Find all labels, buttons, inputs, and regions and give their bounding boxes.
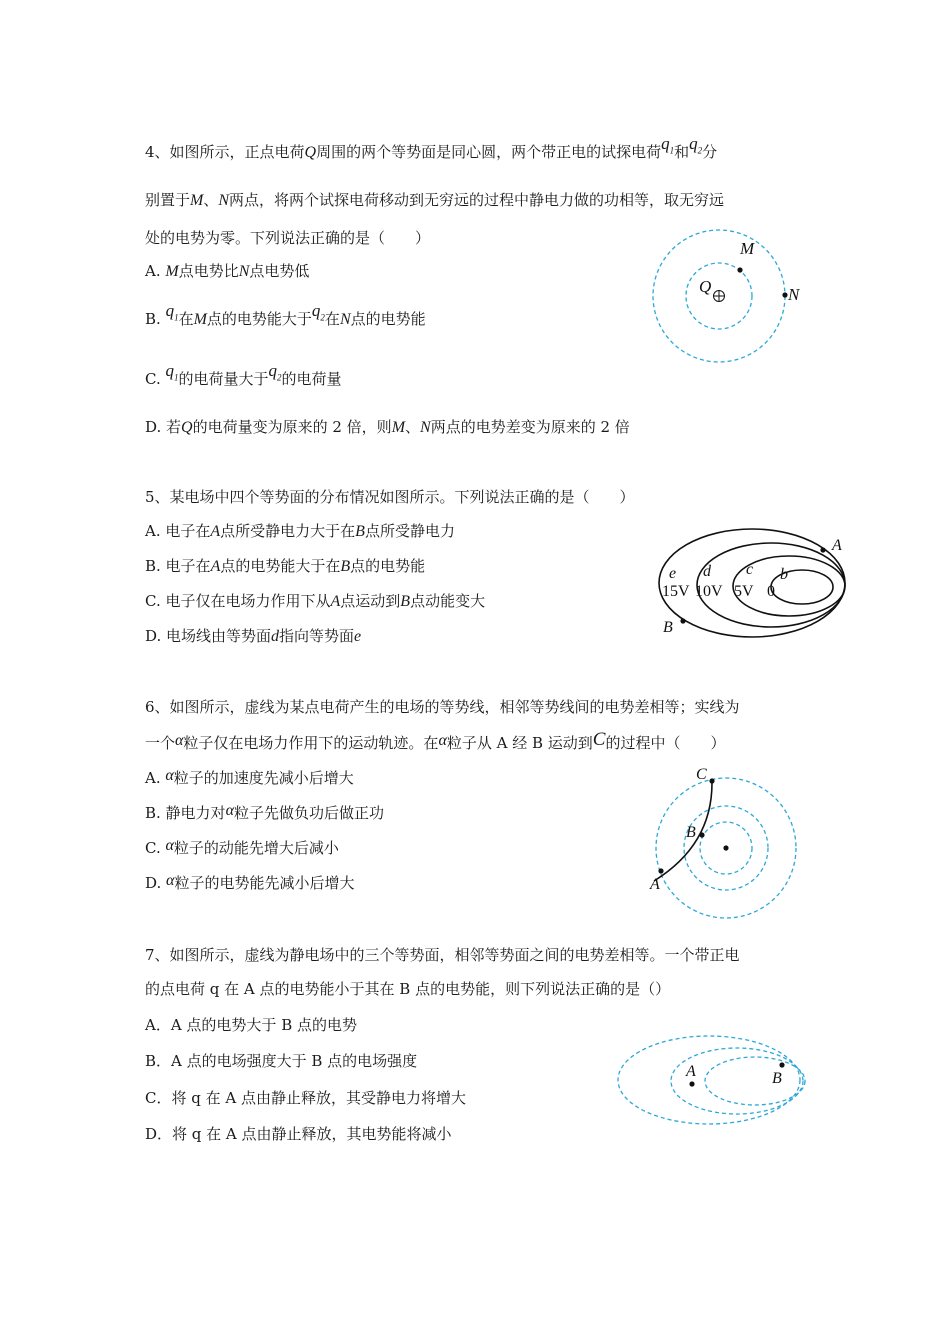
q6-stem-line2: 一个α粒子仅在电场力作用下的运动轨迹。在α粒子从 A 经 B 运动到C的过程中（ ） [145,729,726,752]
q4-stem-line3: 处的电势为零。下列说法正确的是（ ） [145,229,431,247]
positive-charge-icon [714,291,725,302]
q6-figure [640,765,810,925]
q5-option-a[interactable]: A. 电子在A点所受静电力大于在B点所受静电力 [145,522,455,540]
q5-value-15v: 15V [662,583,690,600]
q4-stem-line1: 4、如图所示，正点电荷Q周围的两个等势面是同心圆，两个带正电的试探电荷$q_1$和$q_2$分 [145,134,718,161]
q7-stem-line1: 7、如图所示，虚线为静电场中的三个等势面，相邻等势面之间的电势差相等。一个带正电 [145,946,740,964]
q5-value-5v: 5V [734,583,754,600]
q4-point-n [782,292,787,297]
q5-label-a: A [832,537,842,554]
q4-option-d[interactable]: D. 若Q的电荷量变为原来的 2 倍，则M、N两点的电势差变为原来的 2 倍 [145,418,630,436]
q6-label-a: A [650,876,660,893]
q5-label-b: B [663,619,673,636]
q4-stem-line2: 别置于M、N两点，将两个试探电荷移动到无穷远的过程中静电力做的功相等，取无穷远 [145,191,725,209]
q5-point-a [820,547,825,552]
q4-label-q: Q [699,277,712,296]
q6-label-b: B [686,824,696,841]
q6-stem-line1: 6、如图所示，虚线为某点电荷产生的电场的等势线，相邻等势线间的电势差相等；实线为 [145,698,740,716]
q7-stem-line2: 的点电荷 q 在 A 点的电势能小于其在 B 点的电势能，则下列说法正确的是（） [145,980,671,998]
q6-center-charge [723,845,728,850]
q6-point-c [709,778,714,783]
q7-point-a [689,1081,694,1086]
q4-option-a[interactable]: A. M点电势比N点电势低 [145,262,310,280]
q5-value-0: 0 [767,583,775,600]
q4-label-n: N [788,285,800,304]
q4-option-c[interactable]: C. $q_1$的电荷量大于$q_2$的电荷量 [145,361,342,388]
q5-stem: 5、某电场中四个等势面的分布情况如图所示。下列说法正确的是（ ） [145,488,635,506]
q5-label-d: d [703,563,711,580]
q7-label-a: A [686,1063,696,1080]
q7-equipotential-middle [671,1048,803,1114]
q5-option-b[interactable]: B. 电子在A点的电势能大于在B点的电势能 [145,557,426,575]
q5-label-e: e [669,565,677,582]
q6-option-d[interactable]: D. α粒子的电势能先减小后增大 [145,872,355,892]
q4-point-m [737,267,742,272]
q6-trajectory [654,783,712,881]
q5-label-c: c [746,561,754,578]
q7-option-b[interactable]: B．A 点的电场强度大于 B 点的电场强度 [145,1052,418,1070]
q6-label-c: C [696,766,707,783]
q6-option-c[interactable]: C. α粒子的动能先增大后减小 [145,837,339,857]
q7-option-a[interactable]: A．A 点的电势大于 B 点的电势 [145,1016,357,1034]
q7-label-b: B [772,1070,782,1087]
q4-option-b[interactable]: B. $q_1$在M点的电势能大于$q_2$在N点的电势能 [145,301,426,328]
q5-figure [655,528,855,638]
q5-point-b [680,618,685,623]
q4-label-m: M [740,239,755,258]
q6-option-b[interactable]: B. 静电力对α粒子先做负功后做正功 [145,802,384,822]
q5-option-c[interactable]: C. 电子仅在电场力作用下从A点运动到B点动能变大 [145,592,486,610]
q5-value-10v: 10V [695,583,723,600]
q7-figure [612,1030,812,1130]
q5-option-d[interactable]: D. 电场线由等势面d指向等势面e [145,627,362,645]
q6-point-a [658,868,663,873]
q5-label-b-surface: b [780,566,788,583]
q7-point-b [779,1062,784,1067]
q7-equipotential-inner [705,1057,805,1105]
q7-option-d[interactable]: D．将 q 在 A 点由静止释放，其电势能将减小 [145,1125,452,1143]
q4-figure [640,232,820,372]
q6-point-b [699,832,704,837]
q7-option-c[interactable]: C．将 q 在 A 点由静止释放，其受静电力将增大 [145,1089,466,1107]
q6-option-a[interactable]: A. α粒子的加速度先减小后增大 [145,767,354,787]
